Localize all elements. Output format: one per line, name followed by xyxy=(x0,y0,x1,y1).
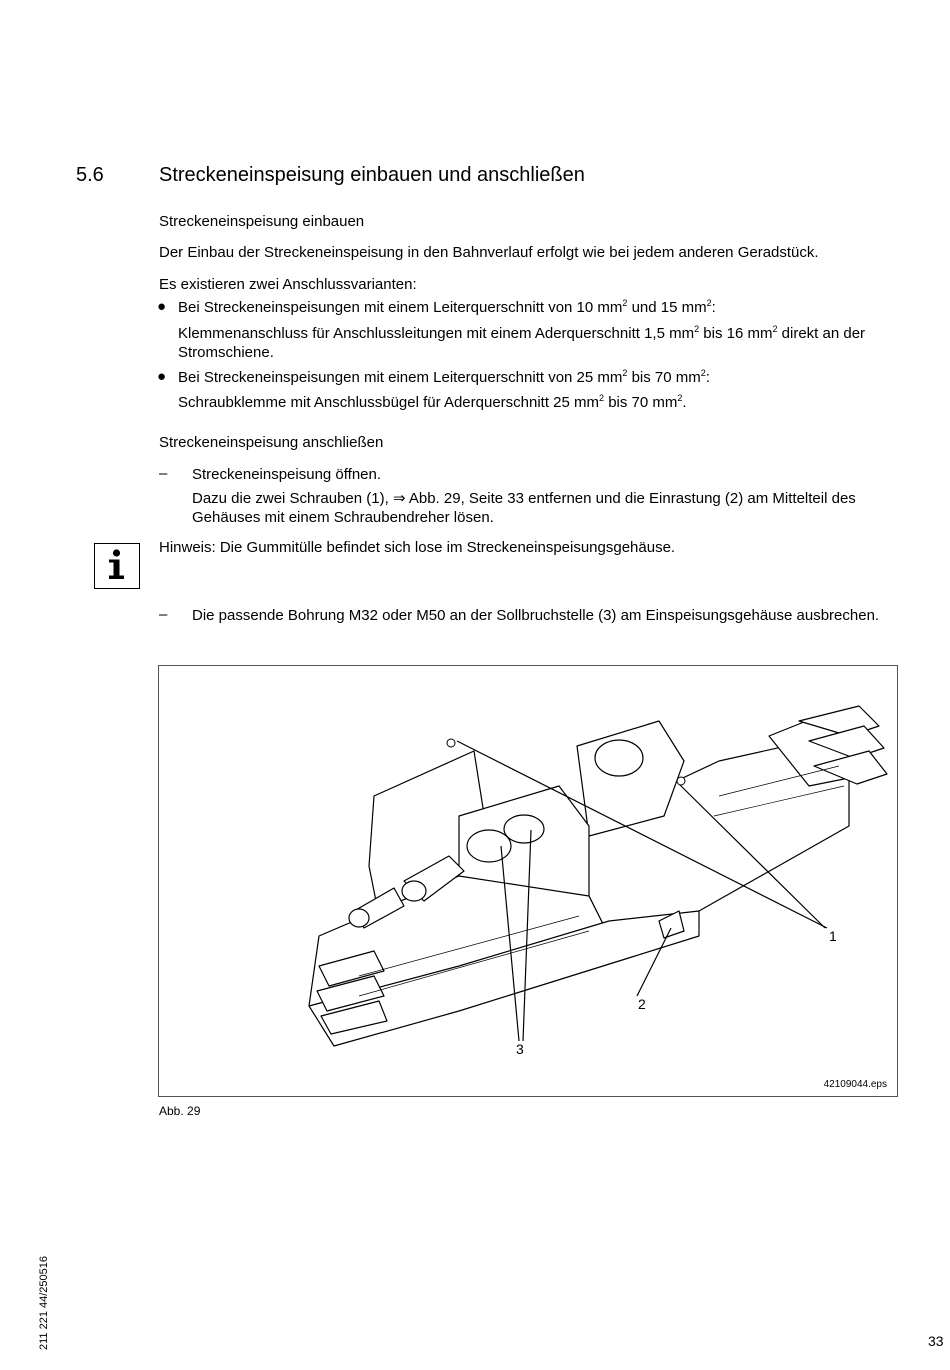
figure-frame xyxy=(158,665,898,1097)
step-1-detail: Dazu die zwei Schrauben (1), ⇒ Abb. 29, Seite 33 entfernen und die Einrastung (2) am Mittelteil des Gehäuses mit einem Schraubendreher lösen. xyxy=(192,490,856,526)
bullet-1-line-2: Klemmenanschluss für Anschlussleitungen mit einem Aderquerschnitt 1,5 $mm^2$ bis 16 $mm^2$ direkt an der Stromschiene. xyxy=(178,324,866,361)
document-code: 211 221 44/250516 xyxy=(38,1256,50,1350)
paragraph-einbau: Der Einbau der Streckeneinspeisung in den Bahnverlauf erfolgt wie bei jedem anderen Geradstück. xyxy=(159,244,819,261)
bullet-2-line-2: Schraubklemme mit Anschlussbügel für Aderquerschnitt 25 $mm^2$ bis 70 $mm^2$. xyxy=(178,393,687,411)
subsection-heading-einbauen: Streckeneinspeisung einbauen xyxy=(159,213,365,230)
figure-reference-link: Abb. 29, Seite 33 entfernen und die Einrastung (2) am Mittelteil des Gehäuses mit einem Schraubendreher lösen. xyxy=(192,490,856,526)
busbar-feed-illustration xyxy=(159,666,897,1096)
paragraph-varianten: Es existieren zwei Anschlussvarianten: xyxy=(159,276,417,293)
step-dash-1: – xyxy=(159,465,168,482)
page-number: 33 xyxy=(928,1333,944,1349)
callout-3: 3 xyxy=(516,1041,524,1057)
step-2: Die passende Bohrung M32 oder M50 an der Sollbruchstelle (3) am Einspeisungsgehäuse ausbrechen. xyxy=(192,607,880,624)
step-1: Streckeneinspeisung öffnen. xyxy=(192,466,382,483)
section-title: Streckeneinspeisung einbauen und anschließen xyxy=(159,164,585,186)
step-dash-2: – xyxy=(159,606,168,623)
bullet-marker-1: ● xyxy=(157,298,167,315)
section-number: 5.6 xyxy=(76,164,104,186)
subsection-heading-anschliessen: Streckeneinspeisung anschließen xyxy=(159,434,384,451)
reference-arrow-icon: ⇒ xyxy=(392,490,406,507)
figure-caption: Abb. 29 xyxy=(159,1104,201,1118)
figure-filename: 42109044.eps xyxy=(823,1079,887,1090)
callout-2: 2 xyxy=(638,996,646,1012)
callout-1: 1 xyxy=(829,928,837,944)
bullet-2-line-1: Bei Streckeneinspeisungen mit einem Leiterquerschnitt von 25 $mm^2$ bis 70 $mm^2$: xyxy=(178,368,710,386)
bullet-1-line-1: Bei Streckeneinspeisungen mit einem Leiterquerschnitt von 10 $mm^2$ und 15 $mm^2$: xyxy=(178,298,716,316)
bullet-marker-2: ● xyxy=(157,368,167,385)
info-icon xyxy=(94,543,140,589)
note-text: Hinweis: Die Gummitülle befindet sich lose im Streckeneinspeisungsgehäuse. xyxy=(159,539,676,556)
